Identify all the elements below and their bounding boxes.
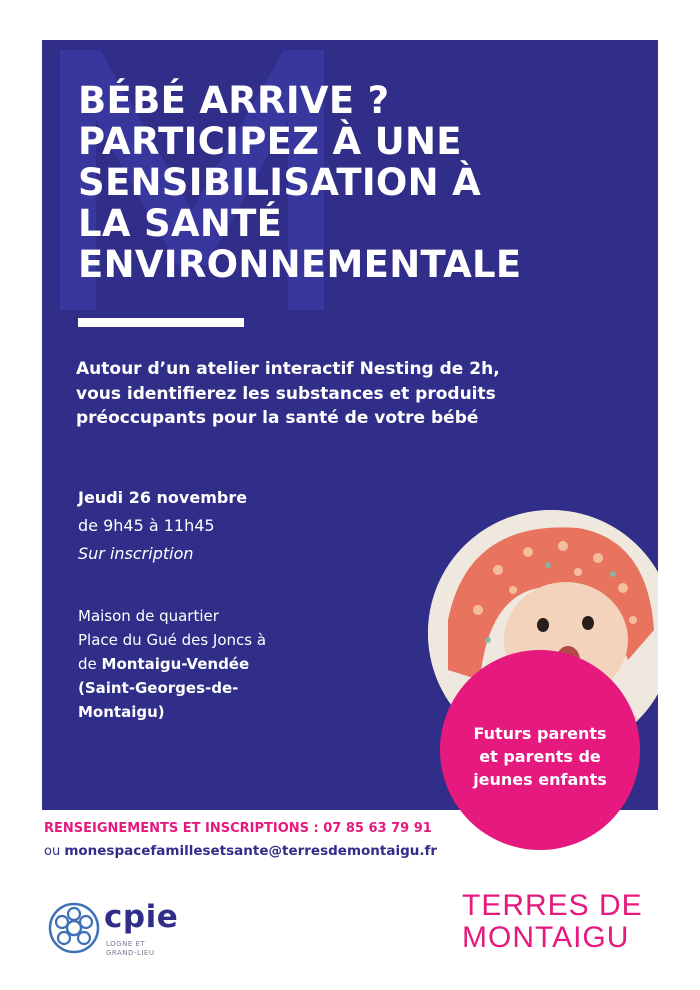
terres-de-montaigu-logo: [462, 890, 662, 954]
cpie-wordmark: cpie: [104, 899, 179, 935]
location-line-5: Montaigu): [78, 703, 165, 721]
headline-line-4: LA SANTÉ: [78, 202, 283, 245]
headline: [78, 80, 648, 285]
audience-badge: [440, 650, 640, 850]
audience-line-2: et parents de: [479, 747, 601, 766]
location-line-3: [78, 652, 348, 676]
cpie-subtitle: [106, 940, 154, 958]
event-time: de 9h45 à 11h45: [78, 516, 215, 535]
audience-text: [440, 722, 640, 791]
location-line-2: Place du Gué des Joncs à: [78, 631, 267, 649]
location-city: Montaigu-Vendée: [101, 655, 250, 673]
cpie-subtitle-line-2: GRAND-LIEU: [106, 949, 155, 957]
cpie-subtitle-line-1: LOGNE ET: [106, 940, 146, 948]
intro-line-3: préoccupants pour la santé de votre bébé: [76, 408, 479, 428]
cpie-network-icon: [48, 902, 100, 954]
audience-line-3: jeunes enfants: [473, 770, 607, 789]
intro-line-2: vous identifierez les substances et produits: [76, 383, 496, 404]
contact-phone: RENSEIGNEMENTS ET INSCRIPTIONS : 07 85 63 79 91: [44, 821, 432, 836]
headline-line-3: SENSIBILISATION À: [78, 161, 482, 204]
terres-logo-line-1: TERRES DE: [462, 889, 643, 922]
event-date: Jeudi 26 novembre: [78, 488, 248, 507]
event-location: [78, 604, 348, 724]
contact-or: ou: [44, 844, 65, 859]
intro-text: [76, 357, 636, 431]
contact-email[interactable]: monespacefamillesetsante@terresdemontaigu.fr: [64, 843, 438, 859]
intro-line-1: Autour d’un atelier interactif Nesting de 2h,: [76, 359, 500, 379]
location-line-3-prefix: de: [78, 655, 102, 673]
headline-line-2: PARTICIPEZ À UNE: [78, 120, 462, 163]
terres-logo-line-2: MONTAIGU: [462, 921, 630, 954]
location-line-1: Maison de quartier: [78, 607, 219, 625]
cpie-logo: [48, 898, 218, 962]
location-line-4: (Saint-Georges-de-: [78, 679, 239, 697]
audience-line-1: Futurs parents: [473, 724, 607, 743]
headline-line-5: ENVIRONNEMENTALE: [78, 243, 522, 286]
event-registration: Sur inscription: [78, 544, 194, 563]
headline-line-1: BÉBÉ ARRIVE ?: [78, 79, 390, 122]
contact-email-line: [44, 843, 437, 859]
headline-underline: [78, 318, 244, 327]
